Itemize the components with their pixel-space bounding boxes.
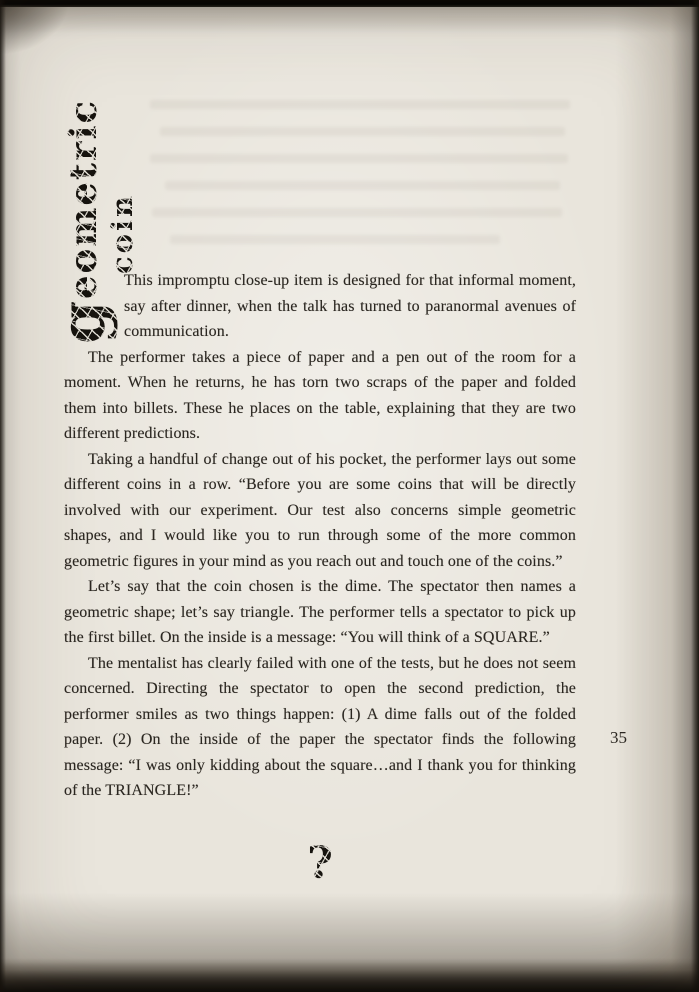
title-initial-letter: g: [46, 298, 119, 344]
scan-edge-left: [0, 0, 6, 992]
scan-edge-bottom: [0, 958, 699, 992]
bleedthrough-smudge: [150, 154, 568, 163]
paragraph-setup: The performer takes a piece of paper and a pen out of the room for a moment. When he returns, he has torn two scraps of the paper and folded them into billets. These he places on the table, explaining that they are two different predictions.: [64, 348, 576, 442]
bleedthrough-smudge: [170, 235, 500, 244]
bleedthrough-smudge: [165, 181, 560, 190]
scan-edge-top: [0, 0, 699, 7]
paragraph-first-billet: Let’s say that the coin chosen is the dime. The spectator then names a geometric shape; let’s say triangle. The performer tells a spectator to pick up the first billet. On the inside is a message: “You will think of a SQUARE.”: [64, 578, 576, 646]
page-number: 35: [610, 728, 627, 747]
title-word-geometric-rest: eometric: [61, 98, 105, 299]
paragraph-intro: This impromptu close-up item is designed for that informal moment, say after dinner, when the talk has turned to paranormal avenues of communication.: [124, 272, 576, 340]
question-mark-ornament: ?: [64, 838, 576, 889]
paragraph-coins: Taking a handful of change out of his pocket, the performer lays out some different coins in a row. “Before you are some coins that will be directly involved with our experiment. Our test also concerns simple geometric shapes, and I would like you to run through some of the more common geometric figures in your mind as you reach out and touch one of the coins.”: [64, 450, 576, 570]
scan-edge-right: [691, 0, 699, 992]
title-word-coin: coin: [108, 170, 137, 274]
scan-edge-top-fade: [0, 7, 699, 33]
body-text: [64, 268, 576, 804]
bleedthrough-smudge: [160, 127, 565, 136]
bleedthrough-smudge: [152, 208, 562, 217]
bleedthrough-smudge: [150, 100, 570, 109]
paragraph-reveal: The mentalist has clearly failed with one of the tests, but he does not seem concerned. Directing the spectator to open the second prediction, the performer smiles as two things happen: (1) A dime falls out of the folded paper. (2) On the inside of the paper the spectator finds the following message: “I was only kidding about the square…and I thank you for thinking of the TRIANGLE!”: [64, 654, 576, 799]
